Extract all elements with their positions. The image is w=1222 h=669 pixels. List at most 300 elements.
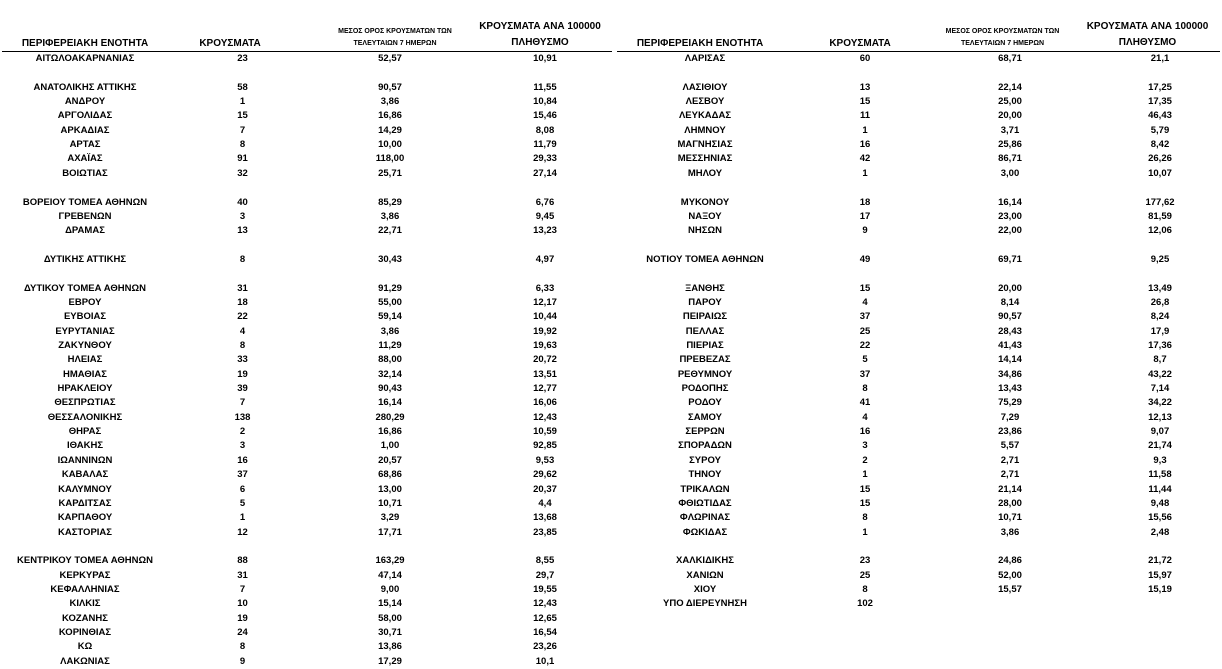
per100k-cell: 10,07: [1148, 167, 1172, 179]
per100k-cell: 12,06: [1148, 225, 1172, 237]
region-cell: ΡΕΘΥΜΝΟΥ: [677, 368, 733, 380]
region-cell: ΛΗΜΝΟΥ: [684, 124, 726, 136]
per100k-cell: 15,46: [533, 110, 557, 122]
avg-cell: 68,86: [378, 469, 402, 481]
table-row: [0, 454, 615, 468]
region-cell: ΘΕΣΣΑΛΟΝΙΚΗΣ: [47, 411, 123, 423]
avg-cell: 86,71: [998, 153, 1022, 165]
cases-cell: 8: [239, 253, 246, 265]
region-cell: ΝΑΞΟΥ: [688, 210, 722, 222]
region-cell: ΛΑΣΙΘΙΟΥ: [682, 81, 728, 93]
table-row: [615, 382, 1222, 396]
avg-cell: 17,71: [378, 526, 402, 538]
avg-cell: 30,43: [378, 253, 402, 265]
cases-cell: 1: [862, 124, 868, 136]
cases-cell: 1: [239, 512, 246, 524]
table-row: [615, 425, 1222, 439]
table-row: [615, 296, 1222, 310]
avg-header-line1: ΜΕΣΟΣ ΟΡΟΣ ΚΡΟΥΣΜΑΤΩΝ ΤΩΝ: [945, 28, 1060, 35]
per100k-cell: 46,43: [1148, 110, 1172, 122]
table-row: [0, 52, 615, 66]
region-cell: ΚΑΒΑΛΑΣ: [61, 469, 109, 481]
per100k-cell: 16,54: [533, 627, 557, 638]
per100k-cell: 11,79: [533, 139, 557, 151]
avg-cell: 9,00: [380, 583, 400, 595]
cases-cell: 5: [239, 497, 246, 509]
cases-cell: 3: [239, 440, 246, 452]
region-cell: ΗΜΑΘΙΑΣ: [63, 368, 107, 380]
avg-cell: 88,00: [378, 354, 402, 366]
cases-cell: 5: [862, 354, 868, 366]
per100k-cell: 9,25: [1150, 253, 1170, 265]
region-cell: ΑΡΤΑΣ: [69, 139, 101, 151]
cases-cell: 24: [237, 627, 248, 638]
table-row: [615, 95, 1222, 109]
cases-header: ΚΡΟΥΣΜΑΤΑ: [829, 38, 891, 49]
cases-cell: 41: [859, 397, 871, 409]
table-row: [0, 655, 615, 669]
cases-cell: 37: [859, 311, 871, 323]
per100k-cell: 29,33: [533, 153, 557, 165]
avg-cell: 3,86: [1000, 526, 1020, 538]
cases-cell: 9: [239, 655, 246, 667]
avg-cell: 23,00: [998, 210, 1022, 222]
table-row: [615, 597, 1222, 611]
region-cell: ΕΥΒΟΙΑΣ: [63, 311, 107, 323]
cases-cell: 3: [239, 210, 246, 222]
table-row: [0, 339, 615, 353]
table-row: [615, 109, 1222, 123]
table-row: [615, 483, 1222, 497]
table-row: [615, 468, 1222, 482]
avg-cell: 21,14: [998, 483, 1022, 495]
region-cell: ΤΗΝΟΥ: [688, 469, 722, 481]
avg-cell: 22,71: [378, 225, 402, 237]
cases-cell: 7: [239, 124, 246, 136]
avg-cell: 25,86: [998, 139, 1022, 151]
per100k-cell: 17,36: [1148, 340, 1172, 351]
per100k-cell: 10,44: [533, 311, 557, 323]
avg-cell: 10,71: [378, 497, 402, 509]
cases-cell: 8: [239, 139, 246, 151]
per100k-cell: 10,91: [533, 53, 557, 64]
cases-cell: 15: [859, 497, 871, 509]
avg-cell: 41,43: [998, 340, 1022, 351]
cases-cell: 22: [237, 311, 248, 323]
cases-cell: 1: [862, 167, 868, 179]
table-row: [615, 439, 1222, 453]
region-cell: ΚΑΡΠΑΘΟΥ: [57, 512, 113, 524]
per100k-cell: 17,35: [1148, 96, 1172, 108]
region-cell: ΥΠΟ ΔΙΕΡΕΥΝΗΣΗ: [663, 598, 747, 610]
region-cell: ΚΕΡΚΥΡΑΣ: [59, 569, 111, 581]
region-cell: ΕΥΡΥΤΑΝΙΑΣ: [55, 325, 115, 337]
avg-cell: 22,00: [998, 225, 1022, 237]
region-cell: ΛΕΥΚΑΔΑΣ: [678, 110, 732, 122]
table-row: [0, 325, 615, 339]
per100k-cell: 13,51: [533, 368, 557, 380]
table-row: [0, 382, 615, 396]
table-row: [0, 296, 615, 310]
table-row: [0, 468, 615, 482]
cases-cell: 88: [237, 555, 248, 567]
region-cell: ΡΟΔΟΥ: [688, 397, 722, 409]
cases-cell: 2: [862, 454, 868, 466]
table-row: [0, 439, 615, 453]
region-cell: ΤΡΙΚΑΛΩΝ: [680, 483, 730, 495]
per100k-cell: 29,62: [533, 469, 557, 481]
region-cell: ΒΟΙΩΤΙΑΣ: [62, 167, 108, 179]
region-cell: ΔΥΤΙΚΗΣ ΑΤΤΙΚΗΣ: [43, 253, 127, 265]
table-row: [615, 138, 1222, 152]
cases-cell: 102: [857, 598, 873, 610]
table-row: [615, 511, 1222, 525]
per100k-cell: 5,79: [1150, 124, 1170, 136]
table-row: [615, 253, 1222, 267]
per100k-cell: 16,06: [533, 397, 557, 409]
region-cell: ΙΘΑΚΗΣ: [66, 440, 104, 452]
avg-cell: 90,43: [378, 383, 402, 395]
region-header: ΠΕΡΙΦΕΡΕΙΑΚΗ ΕΝΟΤΗΤΑ: [21, 38, 149, 49]
table-row: [615, 353, 1222, 367]
per100k-cell: 2,48: [1150, 526, 1170, 538]
region-cell: ΚΑΡΔΙΤΣΑΣ: [58, 497, 112, 509]
cases-cell: 13: [859, 81, 871, 93]
region-cell: ΚΙΛΚΙΣ: [69, 598, 101, 610]
per100k-cell: 13,23: [533, 225, 557, 237]
cases-cell: 18: [237, 296, 248, 308]
table-row: [615, 526, 1222, 540]
avg-cell: 52,00: [998, 569, 1022, 581]
per100k-cell: 23,85: [533, 526, 557, 538]
table-row: [615, 52, 1222, 66]
per100k-cell: 11,58: [1148, 469, 1172, 481]
table-row: [0, 411, 615, 425]
region-cell: ΣΑΜΟΥ: [688, 411, 722, 423]
per100k-header-line1: ΚΡΟΥΣΜΑΤΑ ΑΝΑ 100000: [479, 21, 601, 32]
avg-cell: 47,14: [378, 569, 402, 581]
table-row: [0, 152, 615, 166]
per100k-cell: 26,8: [1150, 296, 1170, 308]
per100k-cell: 12,17: [533, 296, 557, 308]
table-row: [0, 210, 615, 224]
avg-cell: 13,43: [998, 383, 1022, 395]
region-cell: ΛΑΡΙΣΑΣ: [684, 53, 726, 64]
table-row: [615, 81, 1222, 95]
avg-cell: 30,71: [378, 627, 402, 638]
region-cell: ΡΟΔΟΠΗΣ: [681, 383, 729, 395]
avg-cell: 8,14: [1000, 296, 1020, 308]
table-row: [0, 167, 615, 181]
per100k-header-line2: ΠΛΗΘΥΣΜΟ: [1118, 37, 1177, 48]
cases-cell: 19: [237, 612, 248, 624]
per100k-cell: 81,59: [1148, 210, 1172, 222]
table-row: [0, 282, 615, 296]
cases-cell: 16: [859, 139, 871, 151]
per100k-cell: 17,25: [1148, 81, 1172, 93]
table-row: [0, 569, 615, 583]
region-cell: ΗΡΑΚΛΕΙΟΥ: [57, 383, 113, 395]
region-cell: ΠΑΡΟΥ: [688, 296, 722, 308]
cases-cell: 37: [859, 368, 871, 380]
per100k-cell: 21,1: [1150, 53, 1170, 64]
per100k-cell: 26,26: [1148, 153, 1172, 165]
region-cell: ΛΑΚΩΝΙΑΣ: [60, 655, 110, 667]
cases-cell: 37: [237, 469, 248, 481]
table-row: [615, 124, 1222, 138]
table-row: [0, 124, 615, 138]
table-row: [0, 583, 615, 597]
cases-cell: 6: [239, 483, 246, 495]
table-row: [615, 196, 1222, 210]
cases-cell: 91: [237, 153, 248, 165]
table-row: [0, 368, 615, 382]
cases-cell: 39: [237, 383, 248, 395]
cases-cell: 33: [237, 354, 248, 366]
cases-cell: 22: [859, 340, 871, 351]
per100k-cell: 13,49: [1148, 282, 1172, 294]
table-row: [0, 95, 615, 109]
region-cell: ΞΑΝΘΗΣ: [685, 282, 725, 294]
table-row: [0, 640, 615, 654]
table-row: [0, 626, 615, 640]
cases-cell: 58: [237, 81, 248, 93]
avg-cell: 10,00: [378, 139, 402, 151]
cases-cell: 49: [859, 253, 871, 265]
per100k-cell: 43,22: [1148, 368, 1172, 380]
per100k-cell: 10,1: [535, 655, 555, 667]
region-cell: ΚΑΣΤΟΡΙΑΣ: [58, 526, 112, 538]
avg-cell: 23,86: [998, 426, 1022, 438]
cases-cell: 17: [859, 210, 871, 222]
table-row: [615, 583, 1222, 597]
per100k-cell: 15,56: [1148, 512, 1172, 524]
region-cell: ΠΡΕΒΕΖΑΣ: [679, 354, 731, 366]
per100k-cell: 4,4: [538, 497, 552, 509]
cases-cell: 4: [862, 296, 868, 308]
table-row: [615, 210, 1222, 224]
table-row: [615, 167, 1222, 181]
cases-cell: 8: [862, 512, 868, 524]
cases-cell: 60: [859, 53, 871, 64]
avg-cell: 68,71: [998, 53, 1022, 64]
region-cell: ΦΛΩΡΙΝΑΣ: [679, 512, 731, 524]
region-cell: ΓΡΕΒΕΝΩΝ: [58, 210, 112, 222]
per100k-cell: 8,42: [1150, 139, 1170, 151]
per100k-cell: 12,77: [533, 383, 557, 395]
region-cell: ΝΟΤΙΟΥ ΤΟΜΕΑ ΑΘΗΝΩΝ: [646, 253, 764, 265]
avg-cell: 7,29: [1000, 411, 1020, 423]
avg-cell: 32,14: [378, 368, 402, 380]
region-cell: ΘΕΣΠΡΩΤΙΑΣ: [54, 397, 116, 409]
table-row: [615, 224, 1222, 238]
avg-cell: 28,00: [998, 497, 1022, 509]
cases-cell: 8: [239, 340, 246, 351]
avg-cell: 3,71: [1000, 124, 1020, 136]
table-row: [615, 454, 1222, 468]
per100k-cell: 19,92: [533, 325, 557, 337]
per100k-header-line2: ΠΛΗΘΥΣΜΟ: [511, 37, 569, 48]
cases-cell: 32: [237, 167, 248, 179]
table-row: [615, 554, 1222, 568]
avg-cell: 17,29: [378, 655, 402, 667]
avg-cell: 52,57: [378, 53, 402, 64]
avg-header-line2: ΤΕΛΕΥΤΑΙΩΝ 7 ΗΜΕΡΩΝ: [353, 40, 437, 47]
per100k-cell: 21,74: [1148, 440, 1172, 452]
table-row: [615, 152, 1222, 166]
avg-cell: 118,00: [375, 153, 405, 165]
per100k-cell: 92,85: [533, 440, 557, 452]
cases-cell: 19: [237, 368, 248, 380]
per100k-cell: 27,14: [533, 167, 557, 179]
per100k-cell: 10,59: [533, 426, 557, 438]
table-row: [0, 253, 615, 267]
avg-cell: 90,57: [998, 311, 1022, 323]
avg-cell: 20,00: [998, 110, 1022, 122]
table-row: [0, 497, 615, 511]
per100k-cell: 20,37: [533, 483, 557, 495]
table-row: [0, 526, 615, 540]
region-cell: ΧΙΟΥ: [693, 583, 717, 595]
cases-cell: 13: [237, 225, 248, 237]
avg-cell: 16,14: [998, 196, 1022, 208]
region-cell: ΜΥΚΟΝΟΥ: [680, 196, 730, 208]
table-row: [0, 138, 615, 152]
avg-header-line1: ΜΕΣΟΣ ΟΡΟΣ ΚΡΟΥΣΜΑΤΩΝ ΤΩΝ: [338, 28, 452, 35]
region-cell: ΧΑΛΚΙΔΙΚΗΣ: [676, 555, 734, 567]
cases-cell: 7: [239, 583, 246, 595]
avg-cell: 25,00: [998, 96, 1022, 108]
region-cell: ΣΠΟΡΑΔΩΝ: [678, 440, 732, 452]
avg-cell: 20,57: [378, 454, 402, 466]
per100k-cell: 11,55: [533, 81, 557, 93]
region-cell: ΜΕΣΣΗΝΙΑΣ: [677, 153, 733, 165]
per100k-cell: 12,65: [533, 612, 557, 624]
avg-cell: 59,14: [378, 311, 402, 323]
per100k-cell: 12,43: [533, 598, 557, 610]
table-row: [0, 612, 615, 626]
table-row: [0, 353, 615, 367]
cases-cell: 1: [862, 526, 868, 538]
region-cell: ΚΩ: [77, 641, 93, 653]
table-row: [615, 411, 1222, 425]
cases-cell: 31: [237, 569, 248, 581]
table-row: [0, 310, 615, 324]
region-cell: ΙΩΑΝΝΙΝΩΝ: [57, 454, 113, 466]
per100k-cell: 12,43: [533, 411, 557, 423]
avg-cell: 58,00: [378, 612, 402, 624]
table-row: [615, 497, 1222, 511]
per100k-cell: 19,55: [533, 583, 557, 595]
cases-cell: 11: [859, 110, 871, 122]
avg-cell: 3,86: [380, 325, 400, 337]
avg-cell: 34,86: [998, 368, 1022, 380]
table-row: [615, 368, 1222, 382]
region-cell: ΕΒΡΟΥ: [68, 296, 102, 308]
table-row: [0, 396, 615, 410]
per100k-cell: 8,08: [535, 124, 555, 136]
per100k-cell: 7,14: [1150, 383, 1170, 395]
avg-cell: 14,29: [378, 124, 402, 136]
table-row: [0, 224, 615, 238]
per100k-cell: 8,24: [1150, 311, 1170, 323]
cases-cell: 1: [239, 96, 246, 108]
region-cell: ΚΟΡΙΝΘΙΑΣ: [58, 627, 112, 638]
table-row: [0, 81, 615, 95]
table-row: [0, 597, 615, 611]
avg-cell: 15,57: [998, 583, 1022, 595]
table-row: [0, 425, 615, 439]
cases-cell: 15: [859, 282, 871, 294]
region-cell: ΔΥΤΙΚΟΥ ΤΟΜΕΑ ΑΘΗΝΩΝ: [24, 282, 146, 294]
table-row: [0, 483, 615, 497]
cases-cell: 3: [862, 440, 868, 452]
cases-cell: 18: [859, 196, 871, 208]
table-row: [615, 310, 1222, 324]
cases-cell: 12: [237, 526, 248, 538]
table-row: [615, 282, 1222, 296]
cases-cell: 25: [859, 325, 871, 337]
avg-cell: 2,71: [1000, 454, 1020, 466]
region-cell: ΔΡΑΜΑΣ: [65, 225, 105, 237]
region-cell: ΠΕΙΡΑΙΩΣ: [682, 311, 728, 323]
cases-cell: 42: [859, 153, 871, 165]
cases-cell: 10: [237, 598, 248, 610]
per100k-cell: 21,72: [1148, 555, 1172, 567]
per100k-cell: 11,44: [1148, 483, 1172, 495]
table-row: [0, 109, 615, 123]
cases-cell: 1: [862, 469, 868, 481]
avg-cell: 15,14: [378, 598, 402, 610]
per100k-cell: 177,62: [1145, 196, 1175, 208]
region-cell: ΚΟΖΑΝΗΣ: [62, 612, 108, 624]
region-cell: ΠΙΕΡΙΑΣ: [686, 340, 724, 351]
region-cell: ΧΑΝΙΩΝ: [686, 569, 724, 581]
cases-cell: 8: [239, 641, 246, 653]
per100k-header-line1: ΚΡΟΥΣΜΑΤΑ ΑΝΑ 100000: [1086, 21, 1209, 32]
per100k-cell: 20,72: [533, 354, 557, 366]
avg-cell: 16,86: [378, 426, 402, 438]
avg-cell: 2,71: [1000, 469, 1020, 481]
cases-cell: 40: [237, 196, 248, 208]
per100k-cell: 12,13: [1148, 411, 1172, 423]
cases-cell: 7: [239, 397, 246, 409]
avg-cell: 3,86: [380, 96, 400, 108]
region-cell: ΑΡΚΑΔΙΑΣ: [60, 124, 110, 136]
avg-cell: 10,71: [998, 512, 1022, 524]
avg-cell: 75,29: [998, 397, 1022, 409]
region-cell: ΖΑΚΥΝΘΟΥ: [58, 340, 112, 351]
per100k-cell: 13,68: [533, 512, 557, 524]
avg-cell: 20,00: [998, 282, 1022, 294]
avg-cell: 1,00: [380, 440, 400, 452]
table-row: [0, 511, 615, 525]
cases-cell: 8: [862, 583, 868, 595]
region-cell: ΑΝΑΤΟΛΙΚΗΣ ΑΤΤΙΚΗΣ: [33, 81, 137, 93]
region-cell: ΜΑΓΝΗΣΙΑΣ: [677, 139, 733, 151]
table-row: [0, 196, 615, 210]
per100k-cell: 17,9: [1150, 325, 1170, 337]
per100k-cell: 9,45: [535, 210, 555, 222]
region-cell: ΑΝΔΡΟΥ: [64, 96, 106, 108]
cases-cell: 25: [859, 569, 871, 581]
avg-header-line2: ΤΕΛΕΥΤΑΙΩΝ 7 ΗΜΕΡΩΝ: [960, 40, 1045, 47]
avg-cell: 280,29: [375, 411, 405, 423]
per100k-cell: 6,33: [535, 282, 555, 294]
avg-cell: 90,57: [378, 81, 402, 93]
region-cell: ΑΧΑΪΑΣ: [67, 153, 103, 165]
avg-cell: 14,14: [998, 354, 1022, 366]
